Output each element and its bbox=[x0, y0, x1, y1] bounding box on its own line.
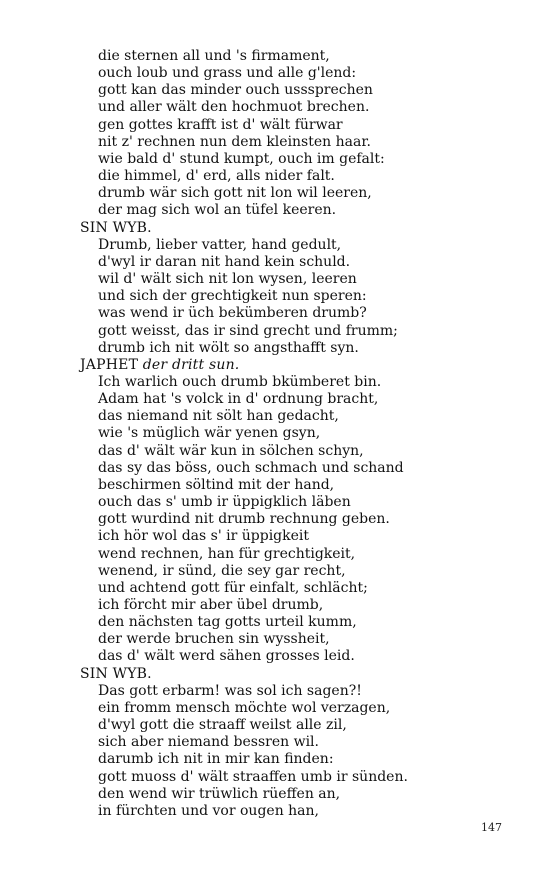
verse-line: in fürchten und vor ougen han, bbox=[98, 802, 319, 819]
verse-line: ein fromm mensch möchte wol verzagen, bbox=[98, 699, 391, 716]
verse-line: das sy das böss, ouch schmach und schand bbox=[98, 459, 404, 476]
verse-line: darumb ich nit in mir kan finden: bbox=[98, 751, 334, 768]
verse-line: das d' wält wär kun in sölchen schyn, bbox=[98, 442, 364, 459]
speaker-name: JAPHET bbox=[80, 356, 139, 373]
verse-line: Ich warlich ouch drumb bkümberet bin. bbox=[98, 373, 382, 390]
verse-line: wenend, ir sünd, die sey gar recht, bbox=[98, 562, 346, 579]
verse-line: Das gott erbarm! was sol ich sagen?! bbox=[98, 682, 362, 699]
verse-line: gen gottes krafft ist d' wält fürwar bbox=[98, 116, 343, 133]
verse-line: wend rechnen, han für grechtigkeit, bbox=[98, 545, 356, 562]
verse-line: den wend wir trüwlich rüeffen an, bbox=[98, 785, 341, 802]
verse-line: gott muoss d' wält straaffen umb ir sünden. bbox=[98, 768, 408, 785]
speaker-heading bbox=[80, 666, 520, 683]
verse-line: und aller wält den hochmuot brechen. bbox=[98, 99, 370, 116]
speaker-role: der dritt sun. bbox=[142, 356, 240, 373]
verse-line: der werde bruchen sin wyssheit, bbox=[98, 631, 330, 648]
verse-line: der mag sich wol an tüfel keeren. bbox=[98, 202, 337, 219]
verse-line: das niemand nit sölt han gedacht, bbox=[98, 408, 339, 425]
verse-line: d'wyl gott die straaff weilst alle zil, bbox=[98, 717, 347, 734]
verse-line: Drumb, lieber vatter, hand gedult, bbox=[98, 236, 342, 253]
verse-line: den nächsten tag gotts urteil kumm, bbox=[98, 614, 357, 631]
verse-line: wil d' wält sich nit lon wysen, leeren bbox=[98, 271, 357, 288]
verse-line: ouch das s' umb ir üppigklich läben bbox=[98, 494, 351, 511]
verse-line: die sternen all und 's firmament, bbox=[98, 48, 330, 64]
verse-line: drumb wär sich gott nit lon wil leeren, bbox=[98, 185, 372, 202]
verse-line: d'wyl ir daran nit hand kein schuld. bbox=[98, 253, 351, 270]
page-number: 147 bbox=[481, 821, 502, 834]
verse-line: ich förcht mir aber übel drumb, bbox=[98, 597, 324, 613]
verse-line: die himmel, d' erd, alls nider falt. bbox=[98, 168, 335, 185]
speaker-name: SIN WYB. bbox=[80, 665, 152, 682]
verse-line: drumb ich nit wölt so angsthafft syn. bbox=[98, 339, 359, 356]
verse-line: nit z' rechnen nun dem kleinsten haar. bbox=[98, 133, 371, 150]
verse-line: gott kan das minder ouch usssprechen bbox=[98, 82, 373, 99]
verse-line: was wend ir üch bekümberen drumb? bbox=[98, 305, 367, 322]
verse-line: beschirmen söltind mit der hand, bbox=[98, 476, 335, 493]
verse-line: und achtend gott für einfalt, schlächt; bbox=[98, 579, 368, 596]
verse-line: gott wurdind nit drumb rechnung geben. bbox=[98, 511, 390, 528]
verse-line: und sich der grechtigkeit nun speren: bbox=[98, 288, 367, 305]
verse-line: wie 's müglich wär yenen gsyn, bbox=[98, 425, 321, 442]
speaker-name: SIN WYB. bbox=[80, 219, 152, 236]
verse-line: ich hör wol das s' ir üppigkeit bbox=[98, 528, 310, 545]
verse-line: das d' wält werd sähen grosses leid. bbox=[98, 648, 355, 665]
speaker-heading bbox=[80, 357, 520, 374]
verse-text-block bbox=[80, 48, 520, 820]
verse-line: gott weisst, das ir sind grecht und frumm; bbox=[98, 322, 398, 339]
verse-line: Adam hat 's volck in d' ordnung bracht, bbox=[98, 391, 379, 408]
speaker-heading bbox=[80, 220, 520, 237]
verse-line: sich aber niemand bessren wil. bbox=[98, 734, 319, 751]
verse-line: ouch loub und grass und alle g'lend: bbox=[98, 65, 357, 82]
verse-line: wie bald d' stund kumpt, ouch im gefalt: bbox=[98, 150, 385, 167]
